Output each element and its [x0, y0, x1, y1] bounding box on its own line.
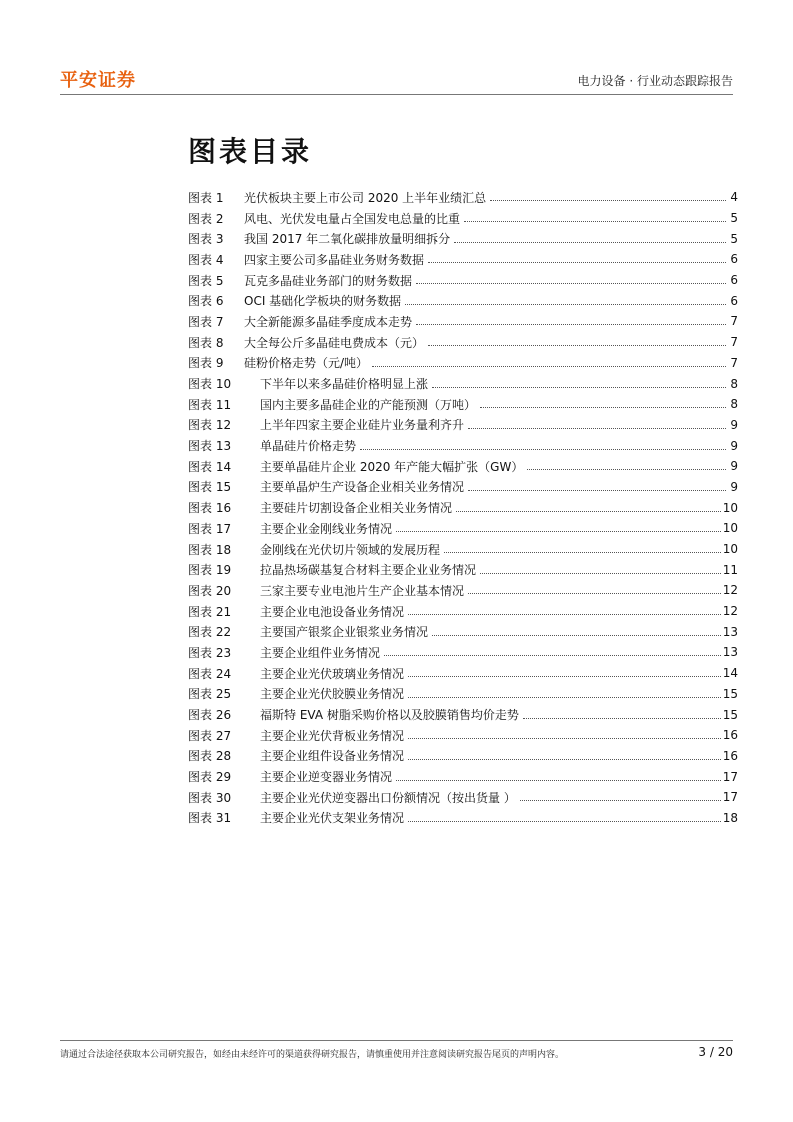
- toc-entry-label: 图表 2: [188, 211, 224, 226]
- toc-entry[interactable]: [188, 187, 738, 208]
- toc-entry-page[interactable]: 6: [730, 293, 738, 308]
- toc-entry[interactable]: [188, 725, 738, 746]
- dot-leader: [428, 344, 726, 346]
- toc-entry-title[interactable]: 上半年四家主要企业硅片业务量利齐升: [260, 418, 465, 433]
- toc-entry-title[interactable]: 主要国产银浆企业银浆业务情况: [260, 625, 429, 640]
- dot-leader: [416, 282, 726, 284]
- toc-entry-title[interactable]: 瓦克多晶硅业务部门的财务数据: [244, 273, 413, 288]
- dot-leader: [520, 799, 721, 801]
- toc-entry-page[interactable]: 6: [730, 252, 738, 267]
- dot-leader: [432, 386, 726, 388]
- toc-entry[interactable]: [188, 311, 738, 332]
- toc-entry[interactable]: [188, 539, 738, 560]
- toc-entry-title[interactable]: 拉晶热场碳基复合材料主要企业业务情况: [260, 563, 477, 578]
- dot-leader: [444, 551, 721, 553]
- toc-entry-title[interactable]: 大全新能源多晶硅季度成本走势: [244, 314, 413, 329]
- dot-leader: [480, 572, 721, 574]
- toc-entry-page[interactable]: 12: [722, 604, 738, 619]
- toc-entry-label: 图表 14: [188, 459, 232, 474]
- toc-entry-label: 图表 21: [188, 604, 232, 619]
- toc-entry-label: 图表 3: [188, 232, 224, 247]
- toc-entry-label: 图表 31: [188, 811, 232, 826]
- toc-entry-page[interactable]: 8: [730, 397, 738, 412]
- toc-entry-label: 图表 17: [188, 521, 232, 536]
- dot-leader: [428, 261, 726, 263]
- toc-entry-label: 图表 15: [188, 480, 232, 495]
- toc-entry-title[interactable]: 主要硅片切割设备企业相关业务情况: [260, 501, 453, 516]
- toc-entry[interactable]: [188, 290, 738, 311]
- toc-entry[interactable]: [188, 787, 738, 808]
- toc-entry-title[interactable]: 主要企业光伏支架业务情况: [260, 811, 405, 826]
- toc-entry-label: 图表 25: [188, 687, 232, 702]
- toc-entry-page[interactable]: 8: [730, 376, 738, 391]
- toc-entry[interactable]: [188, 684, 738, 705]
- toc-entry-label: 图表 13: [188, 439, 232, 454]
- toc-entry-title[interactable]: 主要企业金刚线业务情况: [260, 521, 393, 536]
- toc-entry-label: 图表 10: [188, 377, 232, 392]
- toc-entry-title[interactable]: 风电、光伏发电量占全国发电总量的比重: [244, 211, 461, 226]
- toc-entry[interactable]: [188, 394, 738, 415]
- toc-entry-title[interactable]: 主要单晶炉生产设备企业相关业务情况: [260, 480, 465, 495]
- toc-entry-page[interactable]: 10: [722, 521, 738, 536]
- dot-leader: [527, 468, 726, 470]
- toc-entry[interactable]: [188, 270, 738, 291]
- dot-leader: [454, 241, 726, 243]
- dot-leader: [396, 530, 721, 532]
- toc-entry-page[interactable]: 9: [730, 479, 738, 494]
- toc-entry[interactable]: [188, 621, 738, 642]
- toc-entry-page[interactable]: 9: [730, 438, 738, 453]
- toc-entry-title[interactable]: 主要企业组件设备业务情况: [260, 749, 405, 764]
- toc-entry[interactable]: [188, 580, 738, 601]
- toc-entry-title[interactable]: 我国 2017 年二氧化碳排放量明细拆分: [244, 232, 451, 247]
- dot-leader: [408, 696, 721, 698]
- toc-entry-page[interactable]: 16: [722, 728, 738, 743]
- toc-entry-page[interactable]: 4: [730, 190, 738, 205]
- toc-entry[interactable]: [188, 601, 738, 622]
- toc-entry-page[interactable]: 7: [730, 314, 738, 329]
- dot-leader: [468, 489, 726, 491]
- footer-divider: [60, 1040, 733, 1041]
- toc-entry-label: 图表 27: [188, 728, 232, 743]
- toc-entry[interactable]: [188, 704, 738, 725]
- dot-leader: [396, 779, 721, 781]
- toc-entry-label: 图表 16: [188, 501, 232, 516]
- dot-leader: [408, 675, 721, 677]
- toc-entry-title[interactable]: 主要企业光伏玻璃业务情况: [260, 666, 405, 681]
- toc-entry[interactable]: [188, 808, 738, 829]
- toc-entry[interactable]: [188, 228, 738, 249]
- toc-entry-title[interactable]: 主要企业电池设备业务情况: [260, 604, 405, 619]
- toc-entry[interactable]: [188, 373, 738, 394]
- toc-entry-title[interactable]: 大全每公斤多晶硅电费成本（元）: [244, 335, 425, 350]
- report-type: 电力设备 · 行业动态跟踪报告: [577, 74, 733, 88]
- dot-leader: [408, 613, 721, 615]
- toc-entry-page[interactable]: 15: [722, 707, 738, 722]
- toc-entry-label: 图表 22: [188, 625, 232, 640]
- toc-entry-title[interactable]: 国内主要多晶硅企业的产能预测（万吨）: [260, 397, 477, 412]
- toc-entry-title[interactable]: 三家主要专业电池片生产企业基本情况: [260, 583, 465, 598]
- toc-entry-label: 图表 8: [188, 335, 224, 350]
- toc-entry-label: 图表 28: [188, 749, 232, 764]
- toc-entry-page[interactable]: 14: [722, 666, 738, 681]
- toc-entry-page[interactable]: 5: [730, 211, 738, 226]
- toc-entry-page[interactable]: 7: [730, 335, 738, 350]
- toc-entry-label: 图表 30: [188, 790, 232, 805]
- toc-entry-page[interactable]: 17: [722, 769, 738, 784]
- dot-leader: [432, 634, 721, 636]
- toc-entry-title[interactable]: 主要企业光伏胶膜业务情况: [260, 687, 405, 702]
- toc-entry-label: 图表 19: [188, 563, 232, 578]
- toc-entry-page[interactable]: 6: [730, 273, 738, 288]
- toc-entry-label: 图表 9: [188, 356, 224, 371]
- toc-entry-page[interactable]: 13: [722, 645, 738, 660]
- toc-entry-page[interactable]: 15: [722, 686, 738, 701]
- toc-entry-page[interactable]: 10: [722, 500, 738, 515]
- dot-leader: [456, 510, 721, 512]
- dot-leader: [468, 427, 726, 429]
- toc-entry-label: 图表 4: [188, 252, 224, 267]
- toc-entry-title[interactable]: 四家主要公司多晶硅业务财务数据: [244, 252, 425, 267]
- toc-entry[interactable]: [188, 642, 738, 663]
- toc-entry-label: 图表 5: [188, 273, 224, 288]
- toc-entry[interactable]: [188, 746, 738, 767]
- dot-leader: [408, 820, 721, 822]
- dot-leader: [480, 406, 726, 408]
- dot-leader: [464, 220, 726, 222]
- toc-entry-label: 图表 24: [188, 666, 232, 681]
- toc-entry-label: 图表 11: [188, 397, 232, 412]
- toc-entry-page[interactable]: 7: [730, 355, 738, 370]
- toc-entry-label: 图表 12: [188, 418, 232, 433]
- toc-entry-label: 图表 23: [188, 645, 232, 660]
- toc-entry-title[interactable]: 主要单晶硅片企业 2020 年产能大幅扩张（GW）: [260, 459, 524, 474]
- toc-entry-page[interactable]: 18: [722, 810, 738, 825]
- toc-entry-page[interactable]: 11: [722, 562, 738, 577]
- dot-leader: [416, 323, 726, 325]
- toc-entry[interactable]: [188, 332, 738, 353]
- dot-leader: [405, 303, 726, 305]
- toc-entry[interactable]: [188, 456, 738, 477]
- toc-entry-title[interactable]: 金刚线在光伏切片领域的发展历程: [260, 542, 441, 557]
- dot-leader: [468, 592, 721, 594]
- toc-entry-title[interactable]: 光伏板块主要上市公司 2020 上半年业绩汇总: [244, 190, 487, 205]
- toc-entry-title[interactable]: 下半年以来多晶硅价格明显上涨: [260, 377, 429, 392]
- dot-leader: [372, 365, 726, 367]
- toc-entry[interactable]: [188, 208, 738, 229]
- toc-entry[interactable]: [188, 766, 738, 787]
- toc-entry[interactable]: [188, 497, 738, 518]
- toc-entry-title[interactable]: 单晶硅片价格走势: [260, 439, 357, 454]
- dot-leader: [408, 758, 721, 760]
- toc-entry[interactable]: [188, 559, 738, 580]
- toc-entry-label: 图表 18: [188, 542, 232, 557]
- toc-entry[interactable]: [188, 477, 738, 498]
- toc-entry-page[interactable]: 9: [730, 417, 738, 432]
- dot-leader: [408, 737, 721, 739]
- toc-entry-label: 图表 1: [188, 190, 224, 205]
- toc-entry-page[interactable]: 5: [730, 231, 738, 246]
- toc-entry-label: 图表 6: [188, 294, 224, 309]
- table-of-figures: [188, 187, 738, 828]
- dot-leader: [384, 654, 721, 656]
- page-header: [60, 64, 733, 94]
- toc-entry-title[interactable]: 主要企业组件业务情况: [260, 645, 381, 660]
- toc-entry-page[interactable]: 16: [722, 748, 738, 763]
- toc-entry-title[interactable]: OCI 基础化学板块的财务数据: [244, 294, 402, 309]
- toc-entry-title[interactable]: 主要企业光伏逆变器出口份额情况（按出货量 ）: [260, 790, 516, 805]
- toc-entry[interactable]: [188, 415, 738, 436]
- toc-entry[interactable]: [188, 518, 738, 539]
- toc-entry-title[interactable]: 福斯特 EVA 树脂采购价格以及胶膜销售均价走势: [260, 708, 519, 723]
- toc-entry[interactable]: [188, 663, 738, 684]
- toc-entry-page[interactable]: 13: [722, 624, 738, 639]
- footer-disclaimer: 请通过合法途径获取本公司研究报告，如经由未经许可的渠道获得研究报告，请慎重使用并注意阅读研究报告尾页的声明内容。: [60, 1050, 565, 1060]
- toc-entry[interactable]: [188, 249, 738, 270]
- toc-entry-title[interactable]: 主要企业逆变器业务情况: [260, 770, 393, 785]
- dot-leader: [523, 717, 721, 719]
- page-number: 3 / 20: [698, 1045, 733, 1059]
- dot-leader: [490, 199, 726, 201]
- toc-entry-label: 图表 26: [188, 708, 232, 723]
- toc-entry[interactable]: [188, 353, 738, 374]
- toc-entry[interactable]: [188, 435, 738, 456]
- toc-entry-label: 图表 29: [188, 770, 232, 785]
- page-title: 图表目录: [188, 135, 313, 168]
- toc-entry-title[interactable]: 硅粉价格走势（元/吨）: [244, 356, 369, 371]
- toc-entry-title[interactable]: 主要企业光伏背板业务情况: [260, 728, 405, 743]
- toc-entry-label: 图表 7: [188, 314, 224, 329]
- dot-leader: [360, 448, 726, 450]
- toc-entry-page[interactable]: 9: [730, 459, 738, 474]
- brand-logo: 平安证券: [60, 70, 136, 91]
- toc-entry-page[interactable]: 10: [722, 542, 738, 557]
- toc-entry-page[interactable]: 17: [722, 790, 738, 805]
- header-divider: [60, 94, 733, 95]
- toc-entry-label: 图表 20: [188, 583, 232, 598]
- toc-entry-page[interactable]: 12: [722, 583, 738, 598]
